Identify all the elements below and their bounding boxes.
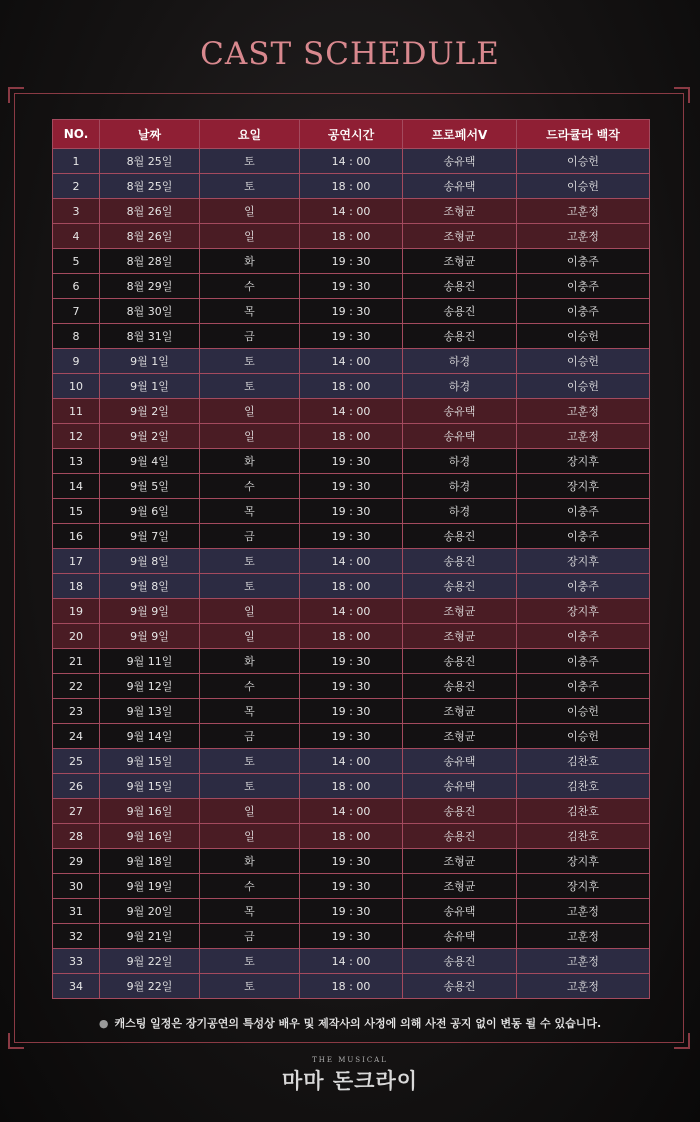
cell-professor-v: 조형균 (403, 699, 517, 724)
cell-dracula: 고훈정 (517, 949, 650, 974)
cell-showtime: 19 : 30 (300, 299, 403, 324)
cell-day: 수 (200, 874, 300, 899)
cell-day: 토 (200, 549, 300, 574)
cell-dracula: 장지후 (517, 474, 650, 499)
frame-corner-ornament (8, 87, 24, 103)
cell-dracula: 이충주 (517, 649, 650, 674)
cell-day: 일 (200, 399, 300, 424)
bullet-icon: ● (98, 1017, 109, 1030)
cell-day: 토 (200, 749, 300, 774)
cell-date: 9월 5일 (100, 474, 200, 499)
column-header-no: NO. (53, 120, 100, 149)
cell-professor-v: 송용진 (403, 549, 517, 574)
cell-day: 일 (200, 624, 300, 649)
cell-professor-v: 송유택 (403, 899, 517, 924)
table-row (53, 749, 650, 774)
cell-date: 9월 7일 (100, 524, 200, 549)
cell-no: 10 (53, 374, 100, 399)
cell-showtime: 19 : 30 (300, 699, 403, 724)
cell-showtime: 19 : 30 (300, 499, 403, 524)
table-row (53, 249, 650, 274)
cell-dracula: 고훈정 (517, 199, 650, 224)
cell-showtime: 14 : 00 (300, 399, 403, 424)
cell-day: 목 (200, 699, 300, 724)
table-row (53, 274, 650, 299)
cell-no: 2 (53, 174, 100, 199)
table-row (53, 924, 650, 949)
table-row (53, 974, 650, 999)
cell-dracula: 장지후 (517, 449, 650, 474)
column-header-showtime: 공연시간 (300, 120, 403, 149)
column-header-date: 날짜 (100, 120, 200, 149)
cell-professor-v: 하경 (403, 349, 517, 374)
table-row (53, 449, 650, 474)
cell-showtime: 19 : 30 (300, 899, 403, 924)
cell-dracula: 김찬호 (517, 774, 650, 799)
cell-no: 24 (53, 724, 100, 749)
cell-showtime: 19 : 30 (300, 849, 403, 874)
cell-dracula: 이승헌 (517, 349, 650, 374)
cell-dracula: 이승헌 (517, 699, 650, 724)
cell-showtime: 14 : 00 (300, 549, 403, 574)
cell-dracula: 이승헌 (517, 324, 650, 349)
cell-professor-v: 조형균 (403, 624, 517, 649)
cell-date: 9월 22일 (100, 974, 200, 999)
cell-day: 수 (200, 274, 300, 299)
table-row (53, 774, 650, 799)
cell-professor-v: 송용진 (403, 524, 517, 549)
cell-dracula: 고훈정 (517, 924, 650, 949)
cell-day: 일 (200, 799, 300, 824)
cell-day: 토 (200, 149, 300, 174)
cell-date: 8월 30일 (100, 299, 200, 324)
cell-professor-v: 송용진 (403, 799, 517, 824)
cell-day: 목 (200, 499, 300, 524)
cell-date: 9월 12일 (100, 674, 200, 699)
cell-showtime: 19 : 30 (300, 724, 403, 749)
cell-day: 토 (200, 574, 300, 599)
cell-showtime: 18 : 00 (300, 974, 403, 999)
cell-date: 9월 16일 (100, 799, 200, 824)
cell-showtime: 14 : 00 (300, 749, 403, 774)
cell-showtime: 14 : 00 (300, 199, 403, 224)
cell-professor-v: 조형균 (403, 724, 517, 749)
cell-dracula: 고훈정 (517, 899, 650, 924)
cell-dracula: 장지후 (517, 599, 650, 624)
cell-no: 15 (53, 499, 100, 524)
cell-day: 토 (200, 949, 300, 974)
cell-professor-v: 송유택 (403, 924, 517, 949)
page-title: CAST SCHEDULE (200, 36, 500, 72)
cell-no: 14 (53, 474, 100, 499)
cell-date: 9월 14일 (100, 724, 200, 749)
cell-no: 34 (53, 974, 100, 999)
cell-day: 금 (200, 724, 300, 749)
cell-date: 9월 4일 (100, 449, 200, 474)
cell-professor-v: 조형균 (403, 199, 517, 224)
cell-day: 토 (200, 349, 300, 374)
cell-date: 8월 28일 (100, 249, 200, 274)
cell-dracula: 이충주 (517, 674, 650, 699)
cell-dracula: 김찬호 (517, 824, 650, 849)
table-row (53, 699, 650, 724)
cell-showtime: 14 : 00 (300, 949, 403, 974)
table-header-row (53, 120, 650, 149)
cell-no: 29 (53, 849, 100, 874)
cell-date: 8월 29일 (100, 274, 200, 299)
cell-dracula: 김찬호 (517, 799, 650, 824)
table-row (53, 574, 650, 599)
cell-date: 9월 2일 (100, 399, 200, 424)
cell-day: 토 (200, 774, 300, 799)
cell-day: 토 (200, 174, 300, 199)
cell-showtime: 19 : 30 (300, 249, 403, 274)
table-row (53, 174, 650, 199)
frame-corner-ornament (8, 1033, 24, 1049)
cell-day: 일 (200, 424, 300, 449)
cell-date: 9월 8일 (100, 574, 200, 599)
cell-day: 수 (200, 674, 300, 699)
cell-day: 화 (200, 249, 300, 274)
cell-showtime: 18 : 00 (300, 774, 403, 799)
table-row (53, 399, 650, 424)
cell-showtime: 19 : 30 (300, 674, 403, 699)
cell-dracula: 이충주 (517, 499, 650, 524)
cell-no: 5 (53, 249, 100, 274)
cell-no: 31 (53, 899, 100, 924)
cell-dracula: 장지후 (517, 874, 650, 899)
cell-no: 13 (53, 449, 100, 474)
table-row (53, 349, 650, 374)
table-row (53, 374, 650, 399)
cell-no: 30 (53, 874, 100, 899)
cell-showtime: 18 : 00 (300, 824, 403, 849)
cell-date: 9월 16일 (100, 824, 200, 849)
cell-date: 9월 1일 (100, 374, 200, 399)
cell-dracula: 이충주 (517, 274, 650, 299)
cell-no: 19 (53, 599, 100, 624)
column-header-day: 요일 (200, 120, 300, 149)
cell-showtime: 14 : 00 (300, 599, 403, 624)
cell-showtime: 18 : 00 (300, 224, 403, 249)
cell-date: 9월 20일 (100, 899, 200, 924)
cell-dracula: 고훈정 (517, 224, 650, 249)
cell-no: 27 (53, 799, 100, 824)
cell-showtime: 19 : 30 (300, 874, 403, 899)
cell-dracula: 이승헌 (517, 174, 650, 199)
table-row (53, 849, 650, 874)
cell-day: 토 (200, 374, 300, 399)
table-row (53, 899, 650, 924)
cell-showtime: 18 : 00 (300, 374, 403, 399)
table-row (53, 824, 650, 849)
table-row (53, 324, 650, 349)
cell-dracula: 장지후 (517, 849, 650, 874)
casting-notice (0, 1015, 700, 1031)
cell-showtime: 18 : 00 (300, 424, 403, 449)
cell-professor-v: 송유택 (403, 399, 517, 424)
cell-showtime: 14 : 00 (300, 799, 403, 824)
cell-no: 20 (53, 624, 100, 649)
table-row (53, 224, 650, 249)
cell-showtime: 18 : 00 (300, 574, 403, 599)
table-row (53, 424, 650, 449)
cell-date: 9월 18일 (100, 849, 200, 874)
table-row (53, 649, 650, 674)
cell-professor-v: 조형균 (403, 874, 517, 899)
table-row (53, 474, 650, 499)
cell-date: 9월 21일 (100, 924, 200, 949)
cell-no: 18 (53, 574, 100, 599)
table-row (53, 624, 650, 649)
column-header-professor-v: 프로페서V (403, 120, 517, 149)
cell-showtime: 19 : 30 (300, 924, 403, 949)
cell-day: 일 (200, 224, 300, 249)
cell-day: 일 (200, 824, 300, 849)
cell-day: 목 (200, 299, 300, 324)
cell-showtime: 19 : 30 (300, 649, 403, 674)
cell-no: 6 (53, 274, 100, 299)
cell-no: 7 (53, 299, 100, 324)
table-row (53, 799, 650, 824)
cell-professor-v: 송용진 (403, 824, 517, 849)
frame-corner-ornament (674, 1033, 690, 1049)
table-row (53, 674, 650, 699)
cell-showtime: 14 : 00 (300, 149, 403, 174)
cell-date: 9월 9일 (100, 624, 200, 649)
cell-date: 8월 31일 (100, 324, 200, 349)
cell-day: 금 (200, 924, 300, 949)
cell-day: 금 (200, 324, 300, 349)
cell-date: 8월 26일 (100, 224, 200, 249)
cell-dracula: 이충주 (517, 299, 650, 324)
cell-dracula: 이충주 (517, 249, 650, 274)
cell-no: 32 (53, 924, 100, 949)
cell-professor-v: 조형균 (403, 224, 517, 249)
cell-date: 9월 19일 (100, 874, 200, 899)
cell-no: 16 (53, 524, 100, 549)
cell-day: 수 (200, 474, 300, 499)
cell-no: 23 (53, 699, 100, 724)
table-row (53, 499, 650, 524)
cell-professor-v: 하경 (403, 449, 517, 474)
cell-no: 12 (53, 424, 100, 449)
cell-showtime: 18 : 00 (300, 624, 403, 649)
cell-no: 22 (53, 674, 100, 699)
cell-day: 토 (200, 974, 300, 999)
cell-date: 9월 8일 (100, 549, 200, 574)
cell-professor-v: 송용진 (403, 949, 517, 974)
cell-dracula: 고훈정 (517, 974, 650, 999)
table-row (53, 524, 650, 549)
cell-dracula: 이승헌 (517, 374, 650, 399)
cell-professor-v: 송용진 (403, 574, 517, 599)
cell-no: 9 (53, 349, 100, 374)
cell-showtime: 19 : 30 (300, 324, 403, 349)
cell-no: 33 (53, 949, 100, 974)
cell-dracula: 이승헌 (517, 149, 650, 174)
cell-no: 17 (53, 549, 100, 574)
cell-dracula: 고훈정 (517, 399, 650, 424)
cell-date: 8월 25일 (100, 174, 200, 199)
cell-date: 9월 2일 (100, 424, 200, 449)
cell-showtime: 18 : 00 (300, 174, 403, 199)
cell-date: 9월 11일 (100, 649, 200, 674)
cell-no: 11 (53, 399, 100, 424)
cell-professor-v: 송유택 (403, 774, 517, 799)
cell-day: 화 (200, 449, 300, 474)
cell-no: 3 (53, 199, 100, 224)
cell-professor-v: 송유택 (403, 149, 517, 174)
logo-title: 마마 돈크라이 (281, 1069, 419, 1093)
cell-showtime: 19 : 30 (300, 274, 403, 299)
cell-day: 목 (200, 899, 300, 924)
cell-professor-v: 조형균 (403, 249, 517, 274)
table-row (53, 199, 650, 224)
cell-date: 9월 15일 (100, 774, 200, 799)
cell-dracula: 고훈정 (517, 424, 650, 449)
cell-professor-v: 송용진 (403, 324, 517, 349)
cell-showtime: 19 : 30 (300, 524, 403, 549)
cell-date: 9월 6일 (100, 499, 200, 524)
cell-no: 25 (53, 749, 100, 774)
cell-dracula: 김찬호 (517, 749, 650, 774)
cell-day: 화 (200, 849, 300, 874)
cell-date: 8월 25일 (100, 149, 200, 174)
cell-day: 일 (200, 599, 300, 624)
cell-professor-v: 송용진 (403, 649, 517, 674)
cell-professor-v: 송용진 (403, 674, 517, 699)
cell-day: 금 (200, 524, 300, 549)
cell-professor-v: 조형균 (403, 599, 517, 624)
cell-professor-v: 송용진 (403, 274, 517, 299)
table-row (53, 599, 650, 624)
cell-showtime: 19 : 30 (300, 449, 403, 474)
table-row (53, 549, 650, 574)
cell-date: 9월 13일 (100, 699, 200, 724)
cell-date: 8월 26일 (100, 199, 200, 224)
logo-subtitle: THE MUSICAL (312, 1056, 388, 1064)
cell-dracula: 장지후 (517, 549, 650, 574)
table-row (53, 874, 650, 899)
cell-dracula: 이충주 (517, 524, 650, 549)
cell-no: 4 (53, 224, 100, 249)
cell-professor-v: 송유택 (403, 174, 517, 199)
cell-no: 28 (53, 824, 100, 849)
cell-professor-v: 송유택 (403, 424, 517, 449)
cell-showtime: 14 : 00 (300, 349, 403, 374)
table-row (53, 299, 650, 324)
cell-date: 9월 1일 (100, 349, 200, 374)
cell-day: 화 (200, 649, 300, 674)
table-row (53, 149, 650, 174)
cell-day: 일 (200, 199, 300, 224)
cell-date: 9월 15일 (100, 749, 200, 774)
cell-dracula: 이승헌 (517, 724, 650, 749)
cell-professor-v: 하경 (403, 499, 517, 524)
cell-professor-v: 송용진 (403, 299, 517, 324)
cell-dracula: 이충주 (517, 574, 650, 599)
cell-date: 9월 22일 (100, 949, 200, 974)
cell-professor-v: 조형균 (403, 849, 517, 874)
cell-no: 26 (53, 774, 100, 799)
cell-dracula: 이충주 (517, 624, 650, 649)
cell-professor-v: 송유택 (403, 749, 517, 774)
cell-showtime: 19 : 30 (300, 474, 403, 499)
musical-logo (0, 1056, 700, 1095)
cell-professor-v: 하경 (403, 474, 517, 499)
casting-notice-text: 캐스팅 일정은 장기공연의 특성상 배우 및 제작사의 사정에 의해 사전 공지 없이 변동 될 수 있습니다. (114, 1017, 602, 1030)
table-row (53, 949, 650, 974)
cast-schedule-table (52, 119, 650, 999)
cell-no: 1 (53, 149, 100, 174)
column-header-count-dracula: 드라큘라 백작 (517, 120, 650, 149)
cell-no: 8 (53, 324, 100, 349)
cell-professor-v: 송용진 (403, 974, 517, 999)
cell-no: 21 (53, 649, 100, 674)
cell-date: 9월 9일 (100, 599, 200, 624)
frame-corner-ornament (674, 87, 690, 103)
table-row (53, 724, 650, 749)
cell-professor-v: 하경 (403, 374, 517, 399)
